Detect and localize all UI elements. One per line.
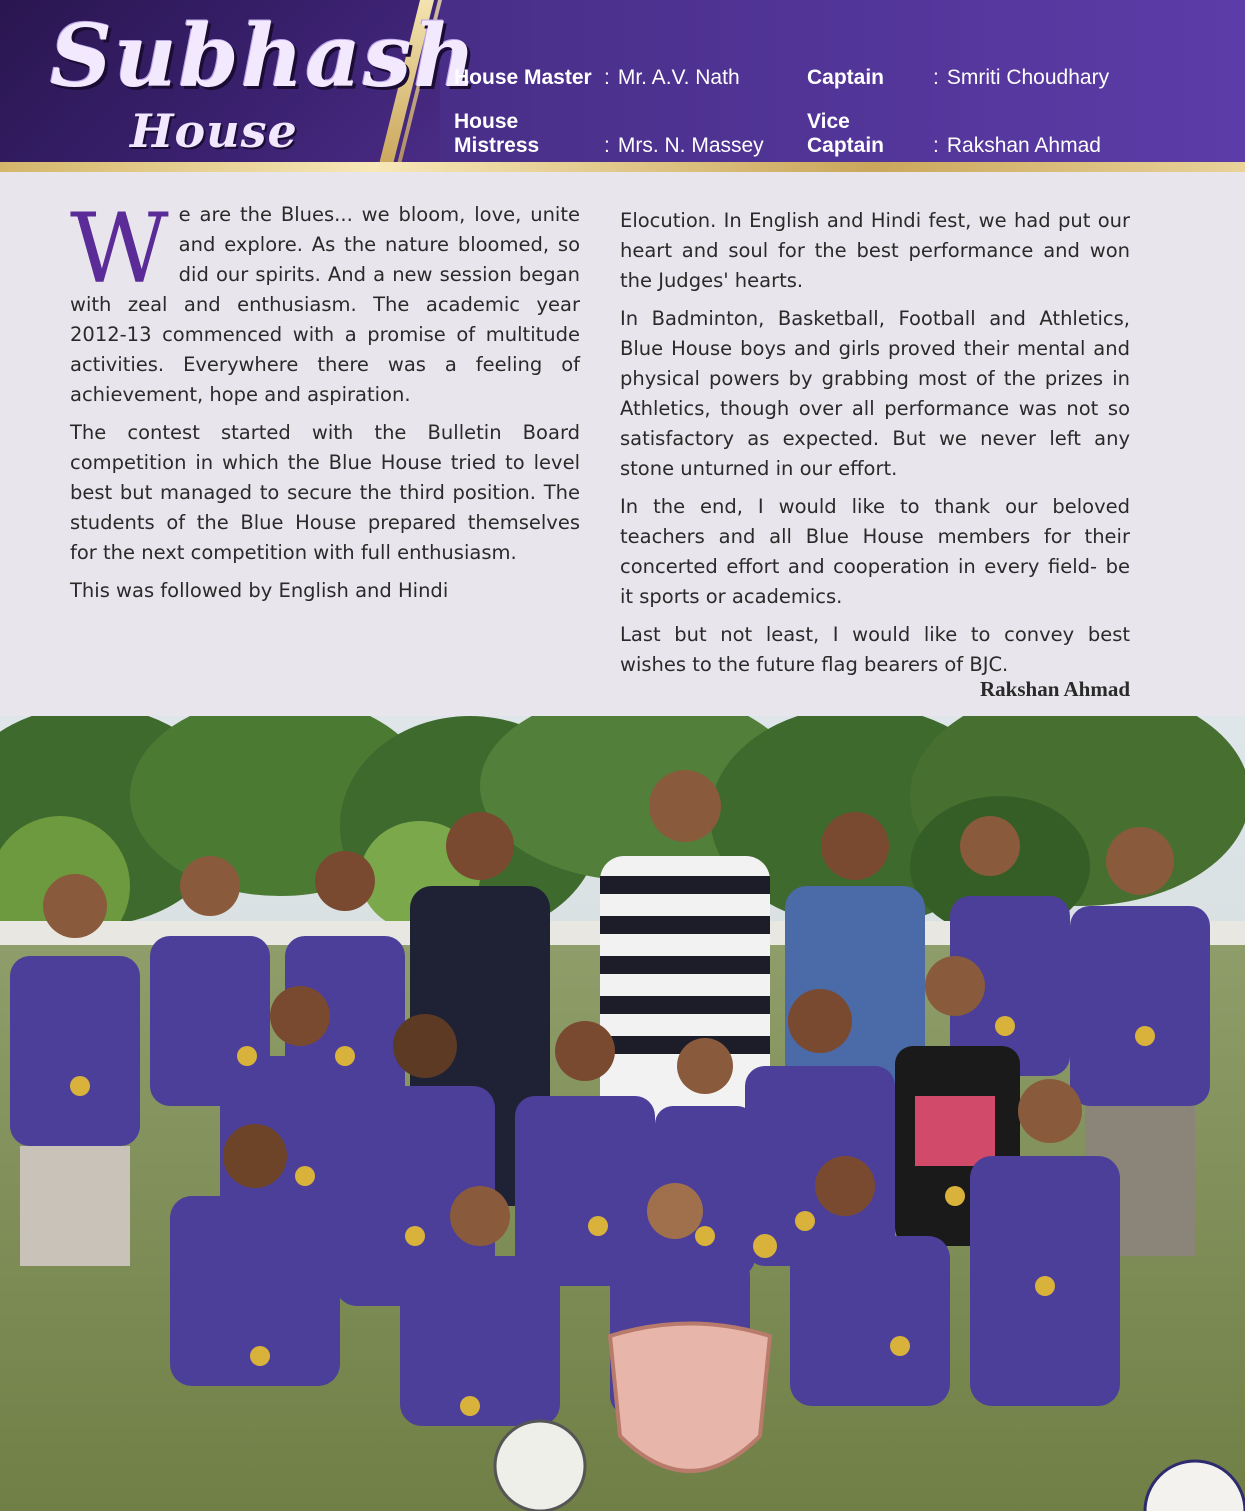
vice-captain-row	[807, 110, 1101, 158]
paragraph: Last but not least, I would like to convey best wishes to the future flag bearers of BJC.	[620, 623, 1130, 676]
paragraph: This was followed by English and Hindi	[70, 579, 449, 602]
article-body	[70, 193, 1130, 710]
separator: :	[604, 66, 610, 89]
paragraph-text: e are the Blues... we bloom, love, unite and explore. As the nature bloomed, so did our spirits. And a new session began with zeal and enthusiasm. The academic year 2012-13 commenced with a promise of multitude activities. Everywhere there was a feeling of achievement, hope and aspiration.	[70, 203, 580, 406]
football	[495, 1421, 585, 1511]
paragraph: Elocution. In English and Hindi fest, we had put our heart and soul for the best performance and won the Judges' hearts.	[620, 209, 1130, 292]
house-master-label: House Master	[454, 66, 592, 89]
paragraph	[70, 193, 580, 410]
house-mistress-row	[454, 110, 764, 158]
captain-row	[807, 66, 1109, 90]
house-name: Subhash	[50, 6, 478, 107]
shield-trophy	[610, 1324, 770, 1472]
paragraph: In the end, I would like to thank our beloved teachers and all Blue House members for their concerted effort and cooperation in every field- be it sports or academics.	[620, 495, 1130, 608]
team-group-photo	[0, 716, 1245, 1511]
paragraph: In Badminton, Basketball, Football and Athletics, Blue House boys and girls proved their mental and physical powers by grabbing most of the prizes in Athletics, though over all performance was not so satisfactory as expected. But we never left any stone unturned in our effort.	[620, 307, 1130, 480]
vice-captain-value: Rakshan Ahmad	[946, 134, 1101, 157]
group-photo-illustration	[0, 716, 1245, 1511]
separator: :	[933, 134, 939, 157]
separator: :	[933, 66, 939, 89]
house-header	[0, 0, 1245, 172]
gold-rule	[0, 162, 1245, 172]
article-column-right	[620, 206, 1130, 688]
author-signature: Rakshan Ahmad	[980, 677, 1130, 701]
separator: :	[604, 134, 610, 157]
captain-label: Captain	[807, 66, 885, 89]
house-mistress-label: House Mistress	[454, 110, 540, 157]
vice-captain-label: Vice Captain	[807, 110, 885, 157]
paragraph: The contest started with the Bulletin Board competition in which the Blue House tried to level best but managed to secure the third position. The students of the Blue House prepared themselves for the next competition with full enthusiasm.	[70, 421, 580, 564]
captain-value: Smriti Choudhary	[946, 66, 1110, 89]
house-master-row	[454, 66, 740, 90]
house-word: House	[130, 104, 298, 158]
house-mistress-value: Mrs. N. Massey	[617, 134, 764, 157]
house-master-value: Mr. A.V. Nath	[617, 66, 740, 89]
article-column-left	[70, 193, 580, 614]
drop-cap: W	[70, 193, 169, 305]
